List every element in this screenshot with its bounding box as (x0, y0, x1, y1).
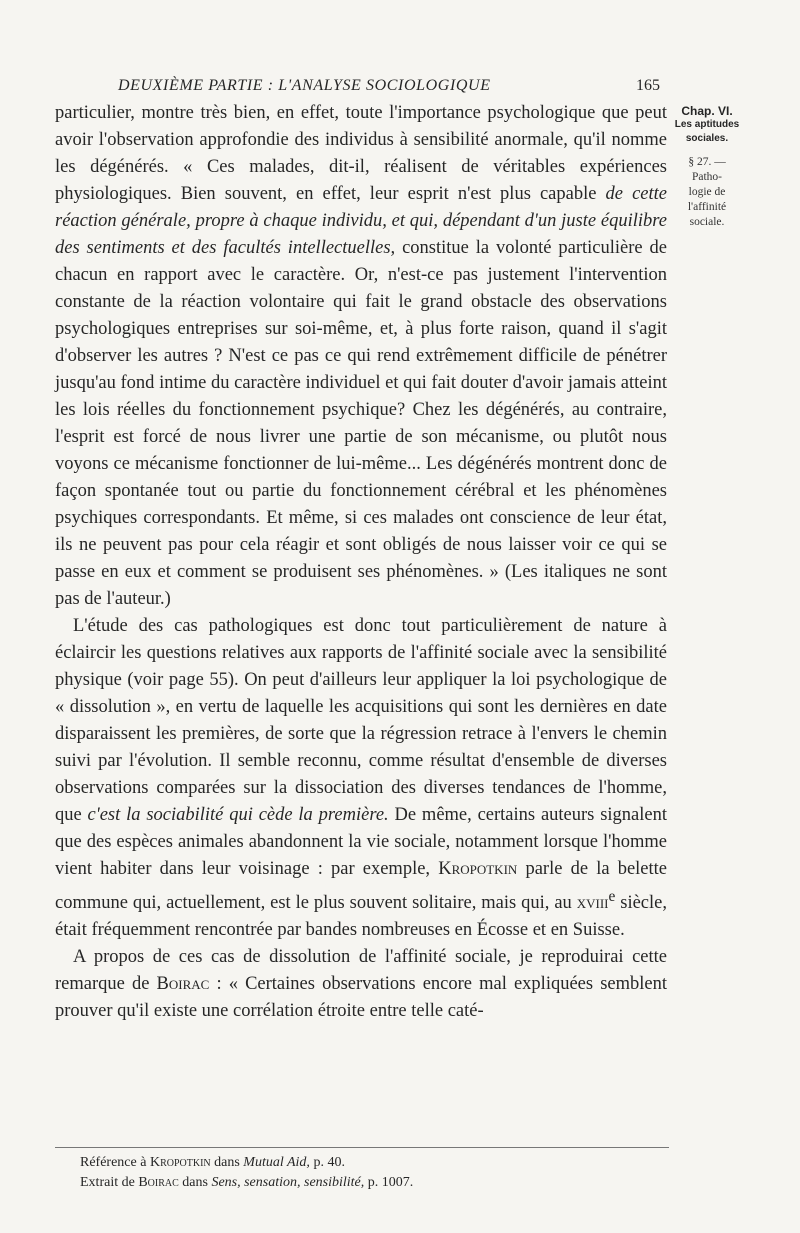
p3-author-boirac: Boirac (156, 974, 210, 995)
margin-chapter-title-2: sociales. (685, 133, 729, 144)
margin-chapter-note (672, 104, 742, 146)
margin-chapter-title-1: Les aptitudes (674, 119, 740, 130)
footnote-1 (80, 1153, 670, 1173)
p2-text-c: parle de la belette commune qui, actuellement, est le plus souvent solitaire, mais qui, au (55, 859, 667, 914)
fn2-pre: Extrait de (80, 1175, 139, 1190)
p2-text-b: De même, certains auteurs signalent que des espèces animales abandonnent la vie sociale, notamment lorsque l'homme vient habiter dans leur voisinage : par exemple, (55, 805, 667, 879)
p1-text-b: constitue la volonté particulière de chacun en rapport avec le caractère. Or, n'est-ce pas justement l'intervention constante de la réaction volontaire qui fait le grand obstacle des observations psychologiques entreprises sur soi-même, et, à plus forte raison, quand il s'agit d'observer les autres ? N'est ce pas ce qui rend extrêmement difficile de pénétrer jusqu'au fond intime du caractère individuel et qui fait douter d'avoir jamais atteint les lois réelles du fonctionnement psychique? Chez les dégénérés, au contraire, l'esprit est forcé de nous livrer une partie de son mécanisme, ou plutôt nous voyons ce mécanisme fonctionner de lui-même... Les dégénérés montrent donc de façon spontanée tout ou partie du fonctionnement cérébral et les phénomènes psychiques correspondants. Et même, si ces malades ont conscience de leur état, ils ne peuvent pas pour cela réagir et sont obligés de nous laisser voir ce qui se passe en eux et comment se produisent ses phénomènes. » (Les italiques ne sont pas de l'auteur.) (55, 238, 667, 609)
margin-section-line-2: logie de l'affinité (687, 186, 727, 213)
fn2-author: Boirac (138, 1175, 179, 1190)
p1-italic: de cette réaction générale, propre à chaque individu, et qui, dépendant d'un juste équilibre des sentiments et des facultés intellectuelles, (55, 184, 668, 258)
p2-text-d: siècle, était fréquemment rencontrée par bandes nombreuses en Écosse et en Suisse. (55, 893, 667, 941)
footnote-divider (55, 1147, 669, 1148)
paragraph-1 (55, 100, 667, 613)
p2-text-a: L'étude des cas pathologiques est donc tout particulièrement de nature à éclaircir les questions relatives aux rapports de l'affinité sociale avec la sensibilité physique (voir page 55). On peut d'ailleurs leur appliquer la loi psychologique de « dissolution », en vertu de laquelle les acquisitions qui sont les dernières en date disparaissent les premières, de sorte que la régression retrace à l'envers le chemin suivi par l'évolution. Il semble reconnu, comme résultat d'ensemble de diverses observations comparées sur la dissociation des diverses tendances de l'homme, que (55, 616, 667, 825)
p1-text-a: particulier, montre très bien, en effet, toute l'importance psychologique que peut avoir l'observation approfondie des individus à sensibilité anormale, qu'il nomme les dégénérés. « Ces malades, dit-il, réalisent de véritables expériences physiologiques. Bien souvent, en effet, leur esprit n'est plus capable (55, 103, 667, 204)
fn2-post: p. 1007. (364, 1175, 414, 1190)
p3-text-a: A propos de ces cas de dissolution de l'affinité sociale, je reproduirai cette remarque de (55, 947, 667, 995)
margin-section-note (672, 155, 742, 230)
p2-italic: c'est la sociabilité qui cède la première. (87, 805, 389, 825)
p2-century: xviii (576, 893, 609, 914)
margin-chapter-label: Chap. VI. (681, 104, 733, 118)
margin-section-line-3: sociale. (689, 216, 725, 228)
running-header: DEUXIÈME PARTIE : L'ANALYSE SOCIOLOGIQUE (118, 77, 491, 94)
margin-section-line-1: § 27. — Patho- (688, 156, 726, 183)
fn2-title: Sens, sensation, sensibilité, (211, 1175, 365, 1190)
p3-text-b: : « Certaines observations encore mal expliquées semblent prouver qu'il existe une corrélation étroite entre telle caté- (55, 974, 667, 1022)
main-text (55, 100, 667, 1025)
page-number: 165 (636, 77, 660, 94)
fn1-author: Kropotkin (149, 1155, 211, 1170)
paragraph-3 (55, 944, 667, 1025)
footnotes (80, 1153, 670, 1193)
fn2-mid: dans (178, 1175, 212, 1190)
paragraph-2 (55, 613, 667, 944)
footnote-2 (80, 1173, 670, 1193)
fn1-title: Mutual Aid, (243, 1155, 310, 1170)
fn1-pre: Référence à (80, 1155, 150, 1170)
p2-author-kropotkin: Kropotkin (438, 859, 518, 879)
fn1-mid: dans (210, 1155, 244, 1170)
p2-century-sup: e (608, 888, 616, 905)
fn1-post: p. 40. (309, 1155, 345, 1170)
